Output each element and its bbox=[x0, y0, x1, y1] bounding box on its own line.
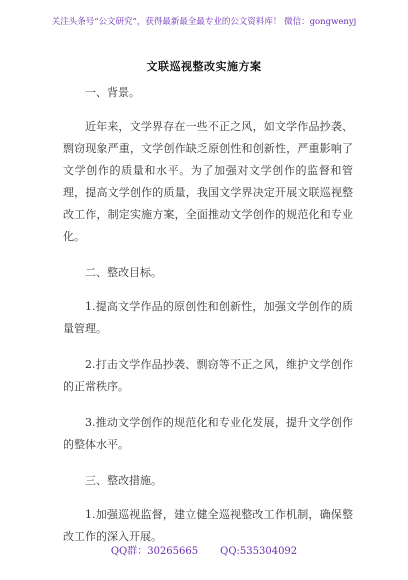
goal-item-2: 2.打击文学作品抄袭、剽窃等不正之风，维护文学创作的正常秩序。 bbox=[63, 358, 353, 393]
goal-item-1: 1.提高文学作品的原创性和创新性，加强文学创作的质量管理。 bbox=[63, 300, 353, 335]
goal-item-3: 3.推动文学创作的规范化和专业化发展，提升文学创作的整体水平。 bbox=[63, 416, 353, 451]
footer-qq-group: QQ群：30265665 bbox=[110, 546, 199, 557]
document-title: 文联巡视整改实施方案 bbox=[146, 60, 262, 73]
promo-banner bbox=[30, 16, 378, 46]
section-heading-measures: 三、整改措施。 bbox=[85, 474, 162, 487]
section-heading-background: 一、背景。 bbox=[85, 86, 140, 99]
section-heading-goals: 二、整改目标。 bbox=[85, 266, 162, 279]
measure-item-1: 1.加强巡视监督，建立健全巡视整改工作机制，确保整改工作的深入开展。 bbox=[63, 508, 353, 543]
promo-banner-text: 关注头条号“公文研究”，获得最新最全最专业的公文资料库！ 微信：gongwenyj bbox=[51, 17, 357, 27]
document-body bbox=[63, 82, 353, 548]
paragraph-background: 近年来，文学界存在一些不正之风，如文学作品抄袭、剽窃现象严重，文学创作缺乏原创性和创新性，严重影响了文学创作的质量和水平。为了加强对文学创作的监督和管理，提高文学创作的质量，我国文学界决定开展文联巡视整改工作，制定实施方案，全面推动文学创作的规范化和专业化。 bbox=[63, 120, 353, 243]
footer-qq: QQ:535304092 bbox=[220, 546, 298, 557]
page-footer bbox=[0, 542, 408, 557]
